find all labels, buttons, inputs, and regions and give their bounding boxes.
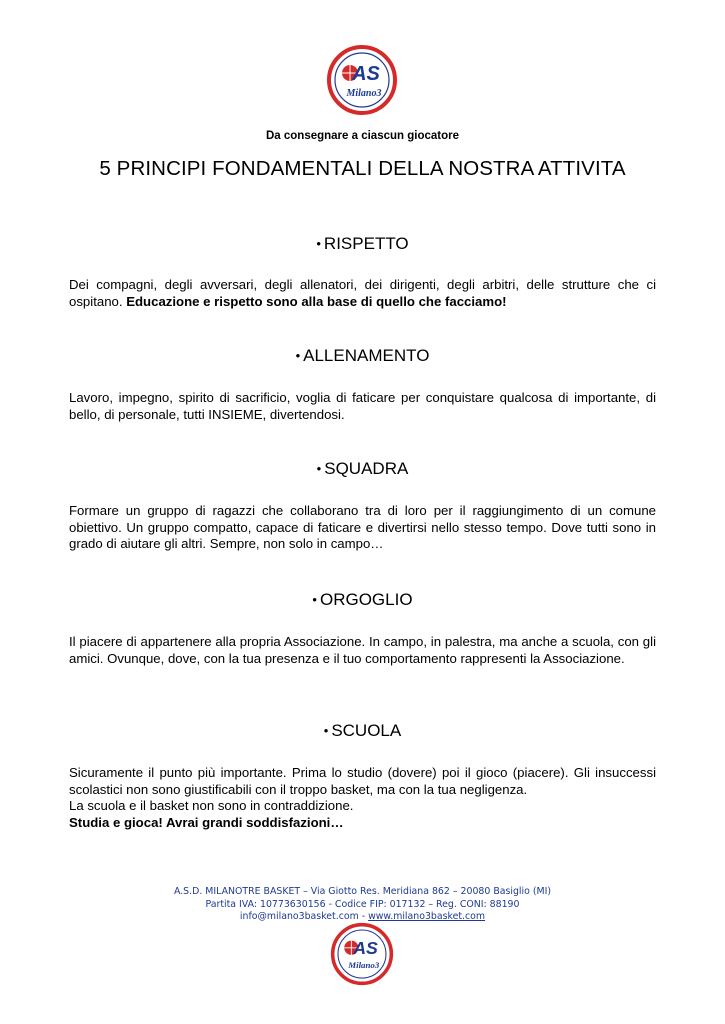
svg-text:Milano3: Milano3 — [346, 88, 382, 99]
section-heading-orgoglio: • ORGOGLIO — [312, 590, 413, 609]
footer — [0, 886, 725, 924]
document-subtitle: Da consegnare a ciascun giocatore — [265, 130, 460, 142]
club-logo — [326, 44, 398, 116]
section-text-allenamento: Lavoro, impegno, spirito di sacrificio, voglia di faticare per conquistare qualcosa di importante, di bello, di personale, tutti INSIEME, divertendosi. — [69, 390, 656, 422]
club-logo-footer — [330, 922, 394, 986]
section-text-rispetto: Dei compagni, degli avversari, degli allenatori, dei dirigenti, degli arbitri, delle strutture che ci ospitano. Educazione e rispetto sono alla base di quello che facciamo! — [69, 277, 656, 309]
footer-email: info@milano3basket.com — [239, 911, 359, 922]
svg-text:Milano3: Milano3 — [348, 960, 380, 971]
document-title: 5 PRINCIPI FONDAMENTALI DELLA NOSTRA ATTIVITA — [99, 157, 626, 180]
bullet-icon: • — [295, 348, 301, 363]
bullet-icon: • — [316, 236, 321, 251]
section-heading-rispetto: • RISPETTO — [316, 234, 409, 253]
section-heading-allenamento: • ALLENAMENTO — [295, 346, 430, 365]
bullet-icon: • — [316, 461, 322, 476]
svg-text:AS: AS — [352, 63, 380, 85]
footer-website-link[interactable]: www.milano3basket.com — [368, 911, 486, 922]
section-text-squadra: Formare un gruppo di ragazzi che collaborano tra di loro per il raggiungimento di un comune obiettivo. Un gruppo compatto, capace di faticare e divertirsi nello stesso tempo. Dove tutti sono in grado di aiutare gli altri. Sempre, non solo in campo… — [69, 503, 656, 551]
section-heading-squadra: • SQUADRA — [316, 459, 409, 478]
footer-contacts: info@milano3basket.com - www.milano3basket.com — [239, 911, 486, 922]
footer-registration: Partita IVA: 10773630156 - Codice FIP: 017132 – Reg. CONI: 88190 — [205, 898, 520, 910]
svg-text:AS: AS — [353, 938, 378, 958]
section-heading-scuola: • SCUOLA — [323, 721, 402, 740]
footer-address: A.S.D. MILANOTRE BASKET – Via Giotto Res. Meridiana 862 – 20080 Basiglio (MI) — [173, 886, 552, 897]
bullet-icon: • — [312, 592, 317, 607]
bullet-icon: • — [323, 723, 329, 738]
section-text-scuola: Sicuramente il punto più importante. Prima lo studio (dovere) poi il gioco (piacere). Gli insuccessi scolastici non sono giustificabili con il troppo basket, ma con la tua negligenza. La scuola e il basket non sono in contraddizione. Studia e gioca! Avrai grandi soddisfazioni… — [69, 765, 656, 830]
section-text-orgoglio: Il piacere di appartenere alla propria Associazione. In campo, in palestra, ma anche a scuola, con gli amici. Ovunque, dove, con la tua presenza e il tuo comportamento rappresenti la Associazione. — [69, 634, 656, 666]
